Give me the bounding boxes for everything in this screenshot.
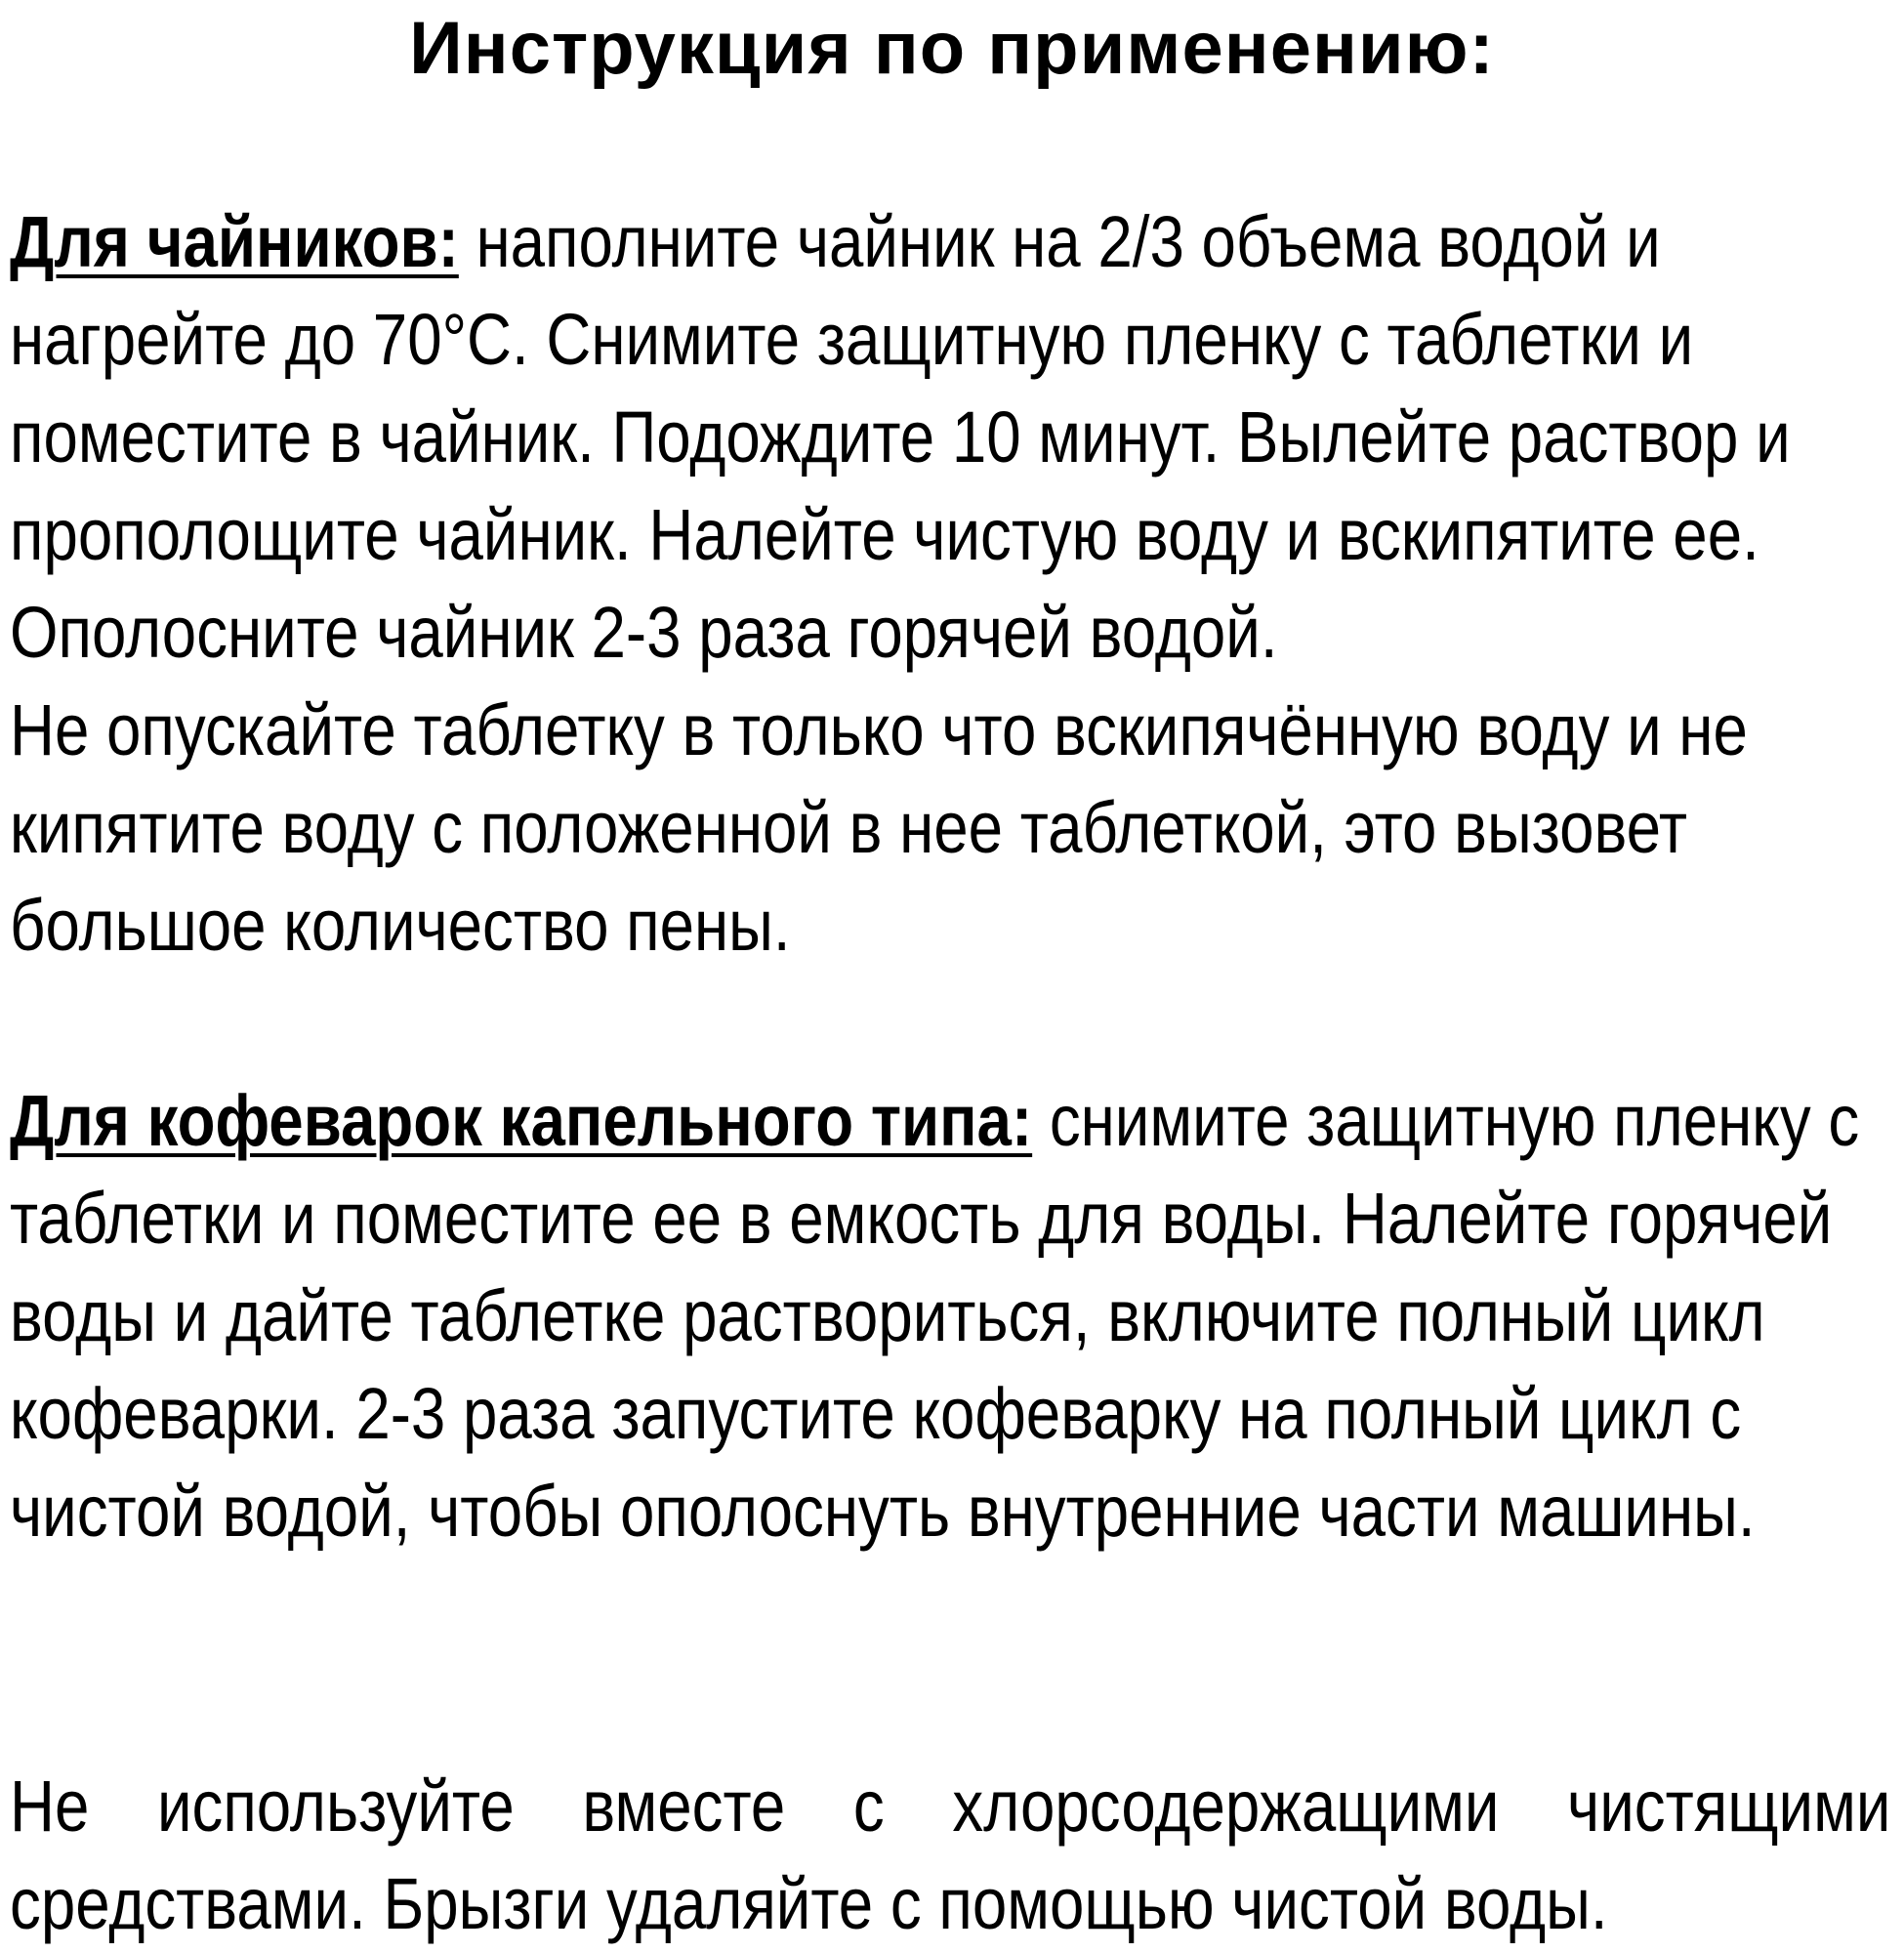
- coffee-makers-text: снимите защитную пленку с таблетки и поместите ее в емкость для воды. Налейте горячей воды и дайте таблетке раствориться, включите полный цикл кофеварки. 2-3 раза запустите кофеварку на полный цикл с чистой водой, чтобы ополоснуть внутренние части машины.: [10, 1080, 1860, 1552]
- kettles-heading: Для чайников:: [10, 201, 459, 282]
- caution-text: Не используйте вместе с хлорсодержащими чистящими средствами. Брызги удаляйте с помощью чистой воды.: [10, 1766, 1891, 1944]
- kettles-section: [10, 193, 1890, 975]
- caution-section: [10, 1758, 1890, 1953]
- page-title: Инструкция по применению:: [409, 7, 1495, 90]
- coffee-makers-heading: Для кофеварок капельного типа:: [10, 1080, 1033, 1161]
- kettles-text: наполните чайник на 2/3 объема водой и нагрейте до 70°С. Снимите защитную пленку с таблетки и поместите в чайник. Подождите 10 минут. Вылейте раствор и прополощите чайник. Налейте чистую воду и вскипятите ее. Ополосните чайник 2-3 раза горячей водой.: [10, 201, 1791, 673]
- kettles-warning: Не опускайте таблетку в только что вскипячённую воду и не кипятите воду с положенной в нее таблеткой, это вызовет большое количество пены.: [10, 689, 1748, 966]
- coffee-makers-section: [10, 1072, 1890, 1560]
